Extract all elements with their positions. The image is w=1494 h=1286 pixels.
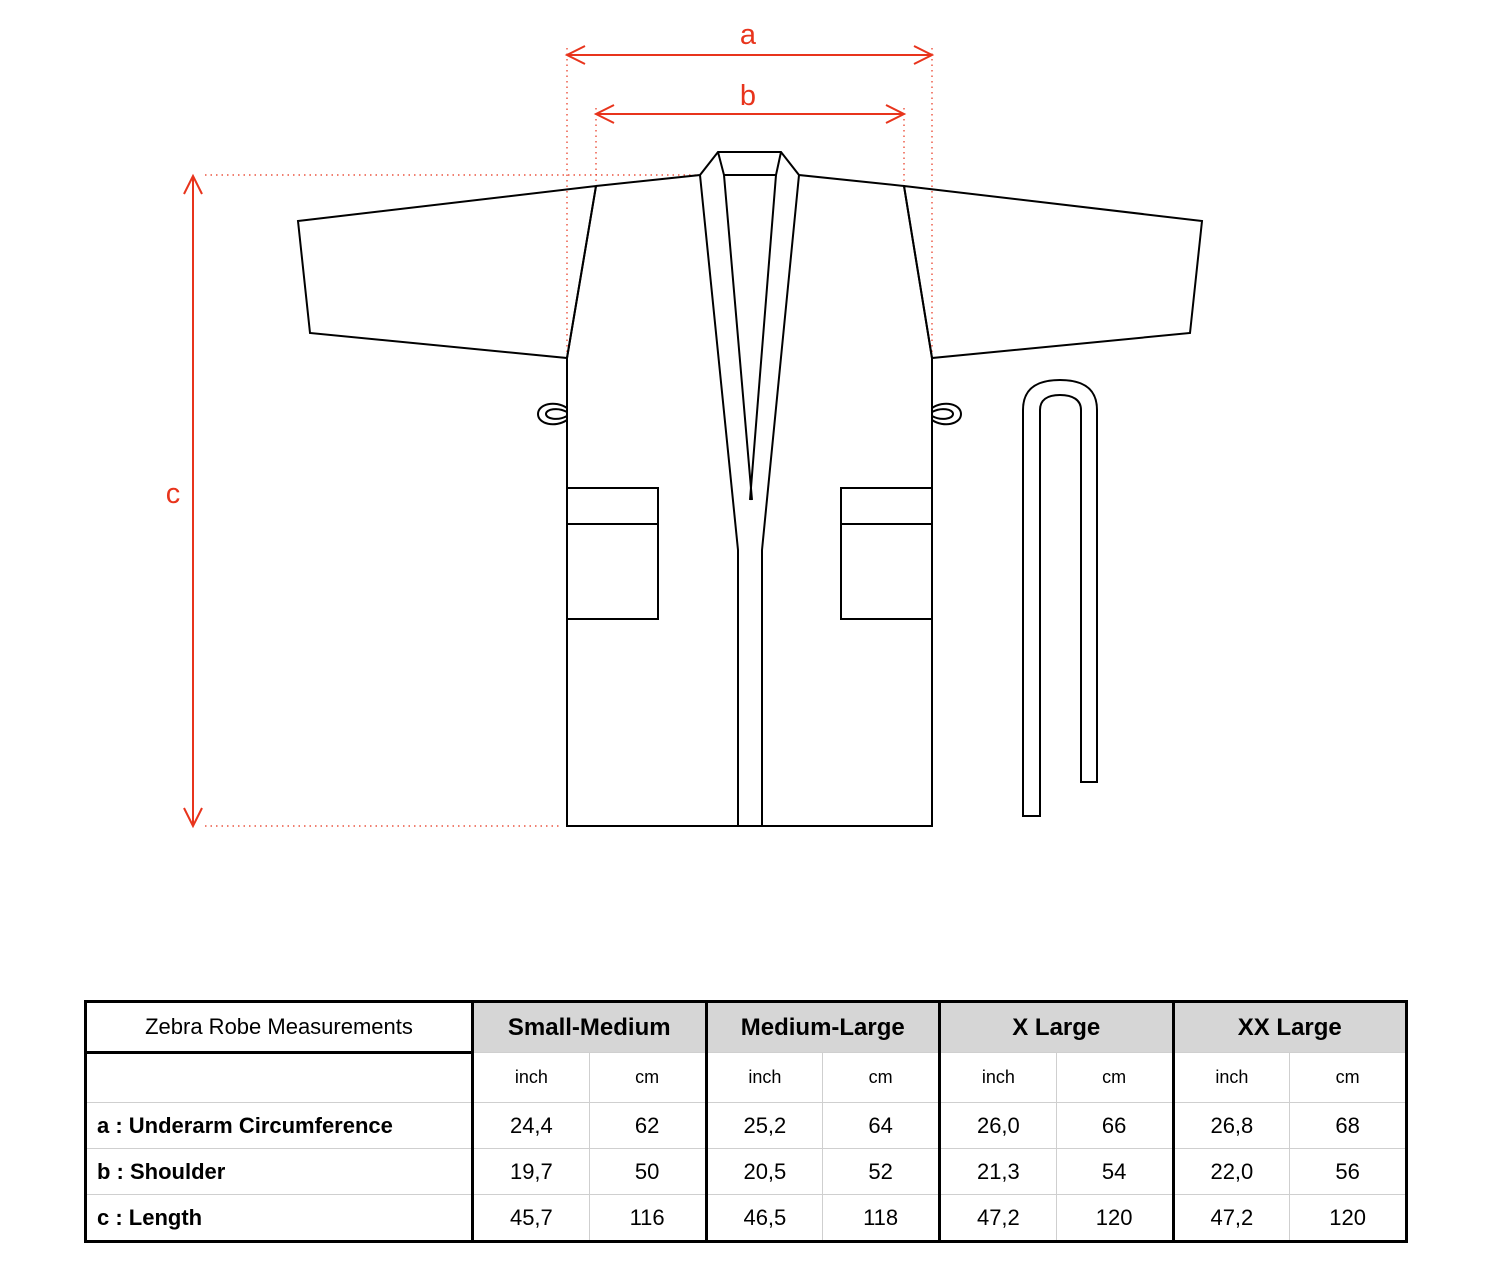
row-label: b : Shoulder [86,1149,473,1195]
label-b: b [739,80,757,112]
table-cell: 20,5 [706,1149,823,1195]
belt [1023,380,1097,816]
table-cell: 22,0 [1173,1149,1290,1195]
unit-label: cm [1290,1053,1407,1103]
left-pocket [567,488,658,619]
table-title: Zebra Robe Measurements [86,1002,473,1053]
table-cell: 54 [1056,1149,1173,1195]
robe-outline [298,152,1202,826]
right-pocket [841,488,932,619]
unit-row-label [86,1053,473,1103]
table-cell: 120 [1056,1195,1173,1242]
table-cell: 50 [589,1149,706,1195]
table-cell: 24,4 [473,1103,590,1149]
measurements-table [84,1000,1408,1243]
right-belt-loop [932,404,961,425]
table-cell: 64 [823,1103,940,1149]
size-header: XX Large [1173,1002,1407,1053]
table-header-row [86,1002,1407,1053]
unit-label: inch [1173,1053,1290,1103]
table-cell: 26,0 [940,1103,1057,1149]
table-cell: 25,2 [706,1103,823,1149]
unit-label: inch [706,1053,823,1103]
table-cell: 21,3 [940,1149,1057,1195]
label-a: a [739,19,757,51]
dimension-c [184,176,202,826]
right-sleeve [904,186,1202,358]
size-header: Small-Medium [473,1002,707,1053]
table-cell: 120 [1329,1204,1366,1230]
table-cell: 66 [1056,1103,1173,1149]
table-cell: 62 [589,1103,706,1149]
label-c: c [165,478,181,510]
unit-label: inch [473,1053,590,1103]
table-cell: 26,8 [1173,1103,1290,1149]
table-cell: 116 [589,1195,706,1242]
unit-row [86,1053,1407,1103]
row-label: c : Length [86,1195,473,1242]
size-header: Medium-Large [706,1002,940,1053]
table-cell: 46,5 [706,1195,823,1242]
row-label: a : Underarm Circumference [86,1103,473,1149]
table-cell: 52 [823,1149,940,1195]
left-sleeve [298,186,596,358]
guide-lines [205,48,932,826]
unit-label: inch [940,1053,1057,1103]
table-cell: 56 [1290,1149,1407,1195]
table-cell: 68 [1290,1103,1407,1149]
left-belt-loop [538,404,567,425]
table-cell: 47,2 [940,1195,1057,1242]
table-cell: 19,7 [473,1149,590,1195]
unit-label: cm [589,1053,706,1103]
unit-label: cm [1056,1053,1173,1103]
table-cell: 47,2 [1173,1195,1290,1242]
table-cell: 118 [823,1195,940,1242]
size-header: X Large [940,1002,1174,1053]
table-row [86,1103,1407,1149]
table-cell: 45,7 [473,1195,590,1242]
table-row [86,1195,1407,1242]
unit-label: cm [823,1053,940,1103]
table-row [86,1149,1407,1195]
